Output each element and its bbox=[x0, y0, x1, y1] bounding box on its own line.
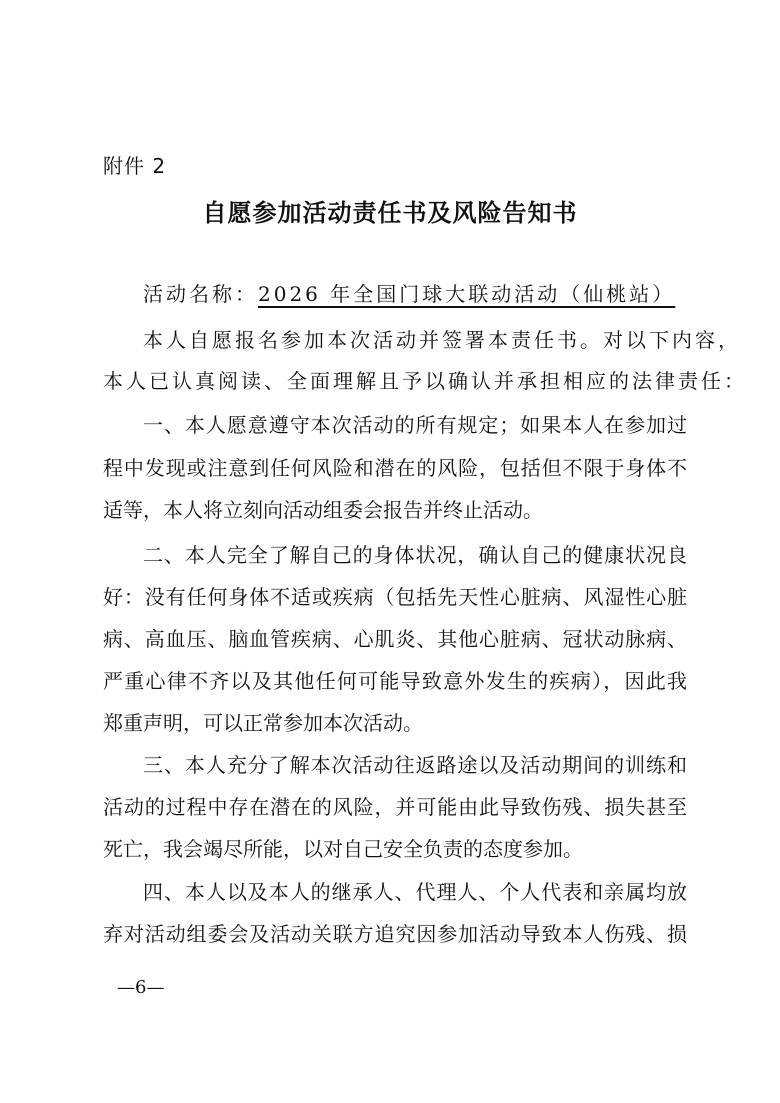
clause-1-line-2: 程中发现或注意到任何风险和潜在的风险，包括但不限于身体不 bbox=[103, 456, 687, 480]
clause-1-line-3: 适等，本人将立刻向活动组委会报告并终止活动。 bbox=[103, 498, 543, 522]
clause-3-line-3: 死亡，我会竭尽所能，以对自己安全负责的态度参加。 bbox=[103, 837, 583, 861]
clause-3-line-1: 三、本人充分了解本次活动往返路途以及活动期间的训练和 bbox=[143, 753, 687, 777]
activity-name-value: 2026 年全国门球大联动活动（仙桃站） bbox=[258, 282, 676, 306]
clause-2-line-1: 二、本人完全了解自己的身体状况，确认自己的健康状况良 bbox=[143, 543, 687, 567]
intro-line-2: 本人已认真阅读、全面理解且予以确认并承担相应的法律责任： bbox=[103, 369, 747, 393]
clause-2-line-3: 病、高血压、脑血管疾病、心肌炎、其他心脏病、冠状动脉病、 bbox=[103, 627, 687, 651]
clause-2-line-4: 严重心律不齐以及其他任何可能导致意外发生的疾病），因此我 bbox=[103, 669, 687, 693]
attachment-label: 附件 2 bbox=[103, 154, 167, 178]
activity-name-line bbox=[143, 278, 675, 307]
clause-2-line-2: 好：没有任何身体不适或疾病（包括先天性心脏病、风湿性心脏 bbox=[103, 585, 687, 609]
intro-line-1: 本人自愿报名参加本次活动并签署本责任书。对以下内容， bbox=[143, 328, 741, 352]
clause-4-line-1: 四、本人以及本人的继承人、代理人、个人代表和亲属均放 bbox=[143, 880, 687, 904]
clause-2-line-5: 郑重声明，可以正常参加本次活动。 bbox=[103, 711, 423, 735]
activity-name-label: 活动名称： bbox=[143, 282, 258, 306]
clause-1-line-1: 一、本人愿意遵守本次活动的所有规定；如果本人在参加过 bbox=[143, 413, 687, 437]
clause-4-line-2: 弃对活动组委会及活动关联方追究因参加活动导致本人伤残、损 bbox=[103, 922, 687, 946]
document-title: 自愿参加活动责任书及风险告知书 bbox=[202, 198, 578, 227]
page-number: —6— bbox=[117, 977, 165, 998]
clause-3-line-2: 活动的过程中存在潜在的风险，并可能由此导致伤残、损失甚至 bbox=[103, 795, 687, 819]
